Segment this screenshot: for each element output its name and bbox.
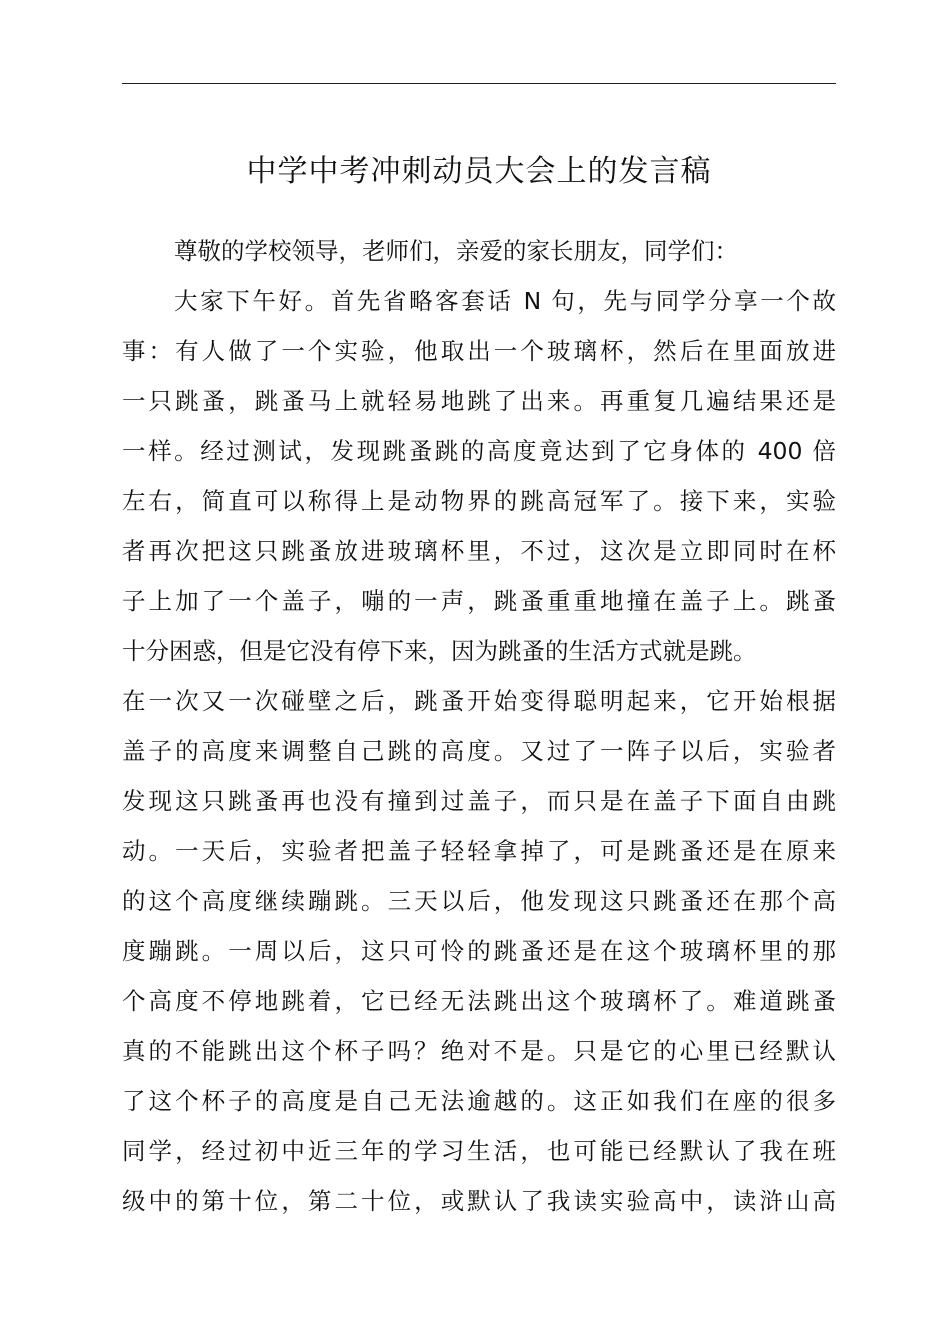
paragraph-line: 级中的第十位，第二十位，或默认了我读实验高中，读浒山高 bbox=[122, 1187, 836, 1215]
paragraph-line: 大家下午好。首先省略客套话 N 句，先与同学分享一个故 bbox=[174, 287, 836, 315]
paragraph-line: 同学，经过初中近三年的学习生活，也可能已经默认了我在班 bbox=[122, 1137, 836, 1165]
paragraph-line: 度蹦跳。一周以后，这只可怜的跳蚤还是在这个玻璃杯里的那 bbox=[122, 937, 836, 965]
paragraph-line: 真的不能跳出这个杯子吗？绝对不是。只是它的心里已经默认 bbox=[122, 1037, 836, 1065]
paragraph-line: 动。一天后，实验者把盖子轻轻拿掉了，可是跳蚤还是在原来 bbox=[122, 837, 836, 865]
paragraph-line: 十分困惑，但是它没有停下来，因为跳蚤的生活方式就是跳。 bbox=[122, 637, 757, 665]
paragraph-line: 子上加了一个盖子，嘣的一声，跳蚤重重地撞在盖子上。跳蚤 bbox=[122, 587, 836, 615]
salutation-line: 尊敬的学校领导，老师们，亲爱的家长朋友，同学们： bbox=[174, 237, 738, 265]
paragraph-line: 在一次又一次碰壁之后，跳蚤开始变得聪明起来，它开始根据 bbox=[122, 687, 836, 715]
paragraph-line: 发现这只跳蚤再也没有撞到过盖子，而只是在盖子下面自由跳 bbox=[122, 787, 836, 815]
paragraph-line: 一样。经过测试，发现跳蚤跳的高度竟达到了它身体的 400 倍 bbox=[122, 437, 836, 465]
document-title: 中学中考冲刺动员大会上的发言稿 bbox=[246, 154, 712, 189]
header-rule bbox=[122, 83, 836, 84]
paragraph-line: 个高度不停地跳着，它已经无法跳出这个玻璃杯了。难道跳蚤 bbox=[122, 987, 836, 1015]
paragraph-line: 一只跳蚤，跳蚤马上就轻易地跳了出来。再重复几遍结果还是 bbox=[122, 387, 836, 415]
paragraph-line: 事：有人做了一个实验，他取出一个玻璃杯，然后在里面放进 bbox=[122, 337, 836, 365]
paragraph-line: 左右，简直可以称得上是动物界的跳高冠军了。接下来，实验 bbox=[122, 487, 836, 515]
paragraph-line: 盖子的高度来调整自己跳的高度。又过了一阵子以后，实验者 bbox=[122, 737, 836, 765]
paragraph-line: 了这个杯子的高度是自己无法逾越的。这正如我们在座的很多 bbox=[122, 1087, 836, 1115]
paragraph-line: 者再次把这只跳蚤放进玻璃杯里，不过，这次是立即同时在杯 bbox=[122, 537, 836, 565]
document-body bbox=[122, 226, 836, 1226]
paragraph-line: 的这个高度继续蹦跳。三天以后，他发现这只跳蚤还在那个高 bbox=[122, 887, 836, 915]
